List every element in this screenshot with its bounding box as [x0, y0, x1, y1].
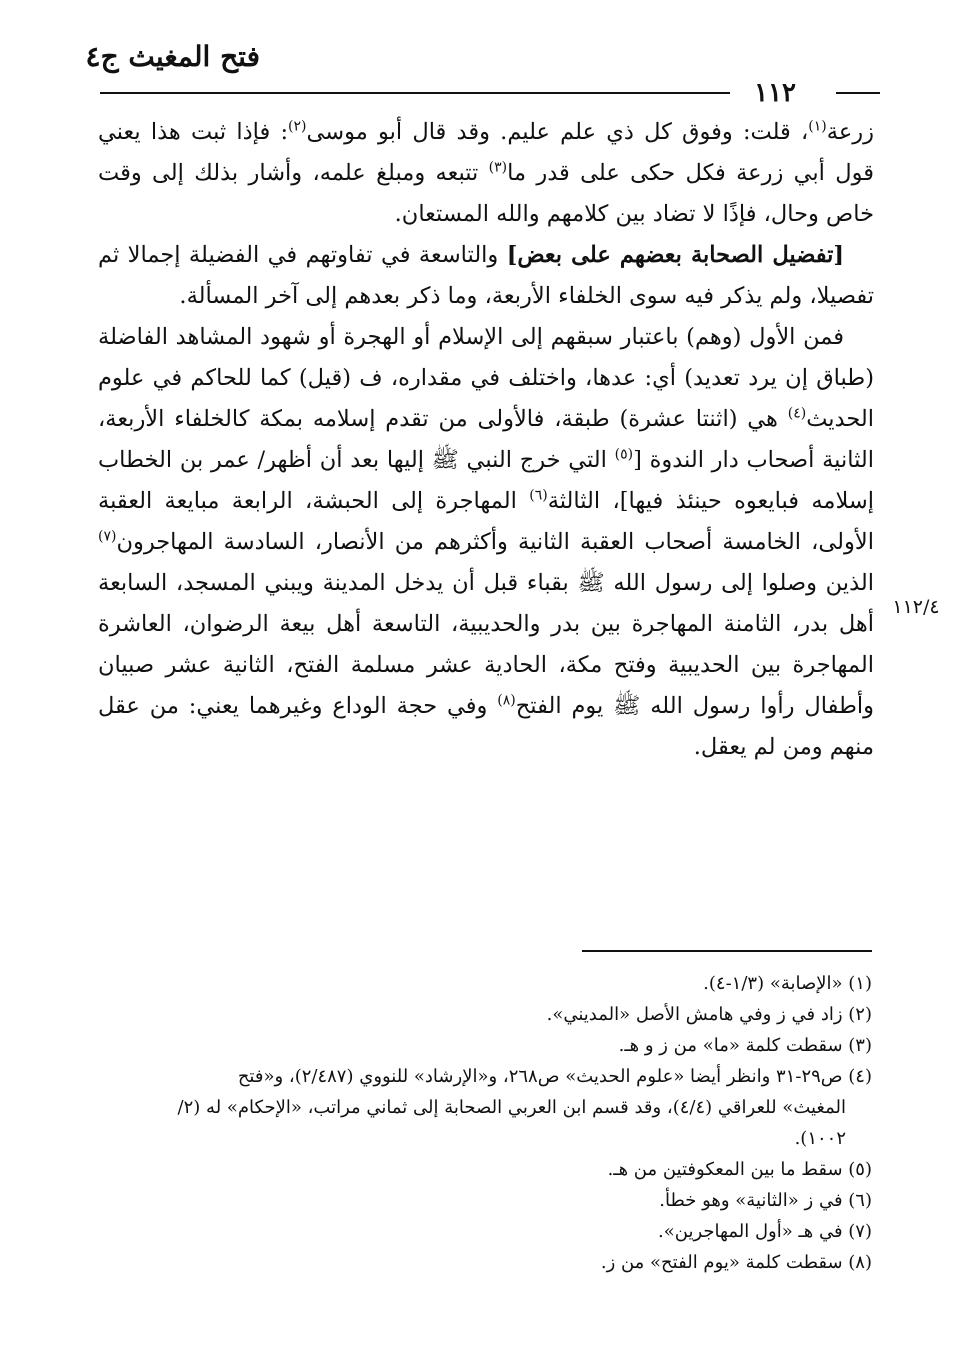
footnote-4-continued: المغيث» للعراقي (٤/٤)، وقد قسم ابن العربي الصحابة إلى ثماني مراتب، «الإحكام» له (٢/ — [177, 1097, 846, 1118]
header-rule-long — [100, 92, 730, 94]
footnote-7: (٧) في هـ «أول المهاجرين». — [658, 1221, 872, 1242]
footnote-ref: (١) — [808, 118, 827, 135]
text-run: ، قلت: وفوق كل ذي علم عليم. وقد قال أبو موسى — [306, 119, 809, 145]
footnote-separator — [582, 950, 872, 952]
text-run: زرعة — [826, 119, 874, 145]
footnote-ref: (٦) — [529, 487, 548, 504]
text-run: المهاجرة إلى الحبشة، الرابعة مبايعة العقبة الأولى، الخامسة أصحاب العقبة الثانية وأكثرهم من الأنصار، السادسة المهاجرون — [98, 488, 874, 555]
footnote-ref: (٤) — [787, 405, 807, 422]
footnote-1: (١) «الإصابة» (١/٣-٤). — [703, 973, 872, 994]
footnote-2: (٢) زاد في ز وفي هامش الأصل «المديني». — [546, 1004, 872, 1025]
paragraph-3 — [98, 317, 874, 768]
footnote-ref: (٣) — [488, 159, 508, 176]
footnote-8: (٨) سقطت كلمة «يوم الفتح» من ز. — [600, 1252, 872, 1273]
footnote-6: (٦) في ز «الثانية» وهو خطأ. — [659, 1190, 872, 1211]
paragraph-2 — [98, 235, 874, 317]
text-run: التي خرج النبي ﷺ إليها بعد أن أظهر/ عمر بن الخطاب إسلامه فبايعوه حينئذ فيها]، الثالثة — [98, 447, 874, 514]
text-run: فمن الأول (وهم) باعتبار سبقهم إلى الإسلام أو الهجرة أو شهود المشاهد الفاضلة (طباق إن يرد تعديد) أي: عدها، واختلف في مقداره، ف (قيل) كما للحاكم في علوم الحديث — [98, 324, 874, 432]
text-run: وفي حجة الوداع وغيرهما يعني: من عقل منهم ومن لم يعقل. — [98, 693, 874, 760]
footnote-4-continued: ١٠٠٢). — [794, 1128, 846, 1149]
text-run: الذين وصلوا إلى رسول الله ﷺ بقباء قبل أن يدخل المدينة ويبني المسجد، السابعة أهل بدر، الثامنة المهاجرة بين بدر والحديبية، التاسعة أهل بيعة الرضوان، العاشرة المهاجرة بين الحديبية وفتح مكة، الحادية عشر مسلمة الفتح، الثانية عشر صبيان وأطفال رأوا رسول الله ﷺ يوم الفتح — [98, 570, 874, 719]
text-run: : فإذا ثبت هذا يعني قول أبي زرعة فكل حكى على قدر ما — [98, 119, 874, 186]
text-run: تتبعه ومبلغ علمه، وأشار بذلك إلى وقت خاص وحال، فإذًا لا تضاد بين كلامهم والله المستعان. — [98, 160, 874, 227]
footnote-ref: (٨) — [497, 692, 516, 709]
section-heading: [تفضيل الصحابة بعضهم على بعض] — [506, 242, 845, 268]
book-title: فتح المغيث ج٤ — [85, 40, 260, 73]
main-text — [98, 112, 874, 768]
text-run: والتاسعة في تفاوتهم في الفضيلة إجمالا ثم تفصيلا، ولم يذكر فيه سوى الخلفاء الأربعة، وما ذكر بعدهم إلى آخر المسألة. — [98, 242, 874, 309]
footnote-ref: (٢) — [288, 118, 307, 135]
text-run: هي (اثنتا عشرة) طبقة، فالأولى من تقدم إسلامه بمكة كالخلفاء الأربعة، الثانية أصحاب دار الندوة [ — [98, 406, 874, 473]
margin-page-reference: ١١٢/٤ — [892, 596, 940, 618]
footnote-ref: (٥) — [614, 446, 634, 463]
footnotes — [98, 968, 872, 1278]
footnote-4: (٤) ص٢٩-٣١ وانظر أيضا «علوم الحديث» ص٢٦٨، و«الإرشاد» للنووي (٢/٤٨٧)، و«فتح — [237, 1066, 872, 1087]
page-number: ١١٢ — [754, 78, 796, 108]
footnote-ref: (٧) — [98, 528, 117, 545]
footnote-5: (٥) سقط ما بين المعكوفتين من هـ. — [607, 1159, 872, 1180]
paragraph-1 — [98, 112, 874, 235]
header-rule-short — [836, 92, 880, 94]
footnote-3: (٣) سقطت كلمة «ما» من ز و هـ. — [618, 1035, 872, 1056]
page-header — [85, 30, 880, 108]
